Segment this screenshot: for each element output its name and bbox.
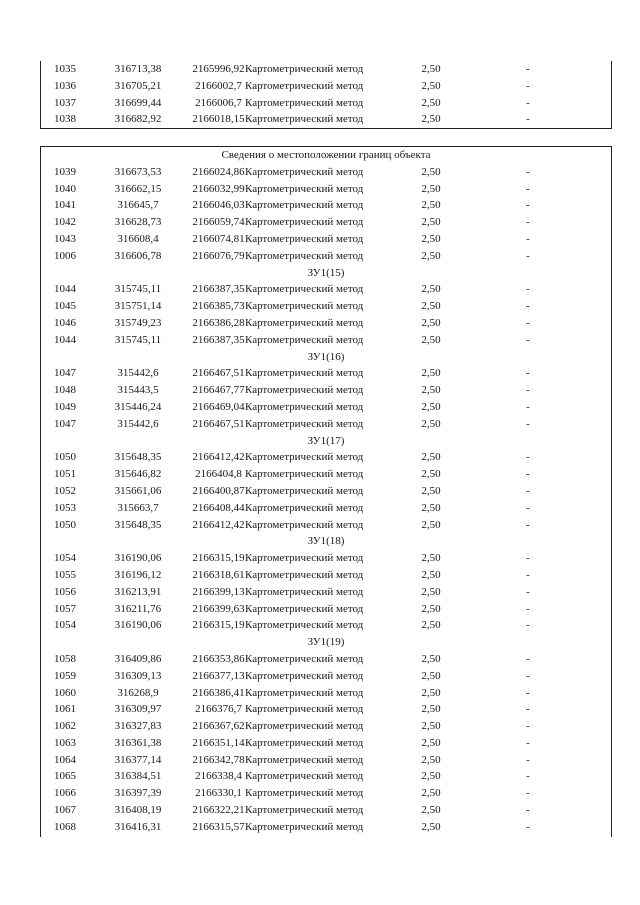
method-cell: Картометрический метод	[245, 484, 364, 497]
method-cell: Картометрический метод	[245, 182, 364, 195]
section-heading: ЗУ1(18)	[307, 535, 345, 548]
accuracy-cell: 2,50	[421, 736, 441, 749]
coord-y-cell: 2166387,35	[192, 333, 245, 346]
method-cell: Картометрический метод	[245, 602, 364, 615]
coord-y-cell: 2166074,81	[192, 232, 245, 245]
coord-y-cell: 2166315,19	[192, 552, 245, 565]
coord-y-cell: 2166377,13	[192, 669, 245, 682]
accuracy-cell: 2,50	[421, 216, 441, 229]
coord-x-cell: 316608,4	[117, 232, 159, 245]
note-cell: -	[526, 720, 530, 733]
table-title: Сведения о местоположении границ объекта	[221, 149, 431, 161]
accuracy-cell: 2,50	[421, 484, 441, 497]
accuracy-cell: 2,50	[421, 400, 441, 413]
coord-x-cell: 315442,6	[117, 367, 159, 380]
method-cell: Картометрический метод	[245, 501, 364, 514]
table-row	[41, 365, 611, 382]
table-row	[41, 231, 611, 248]
accuracy-cell: 2,50	[421, 804, 441, 817]
method-cell: Картометрический метод	[245, 400, 364, 413]
method-cell: Картометрический метод	[245, 787, 364, 800]
method-cell: Картометрический метод	[245, 216, 364, 229]
coord-x-cell: 316606,78	[114, 249, 162, 262]
note-cell: -	[526, 468, 530, 481]
coord-x-cell: 316673,53	[114, 165, 162, 178]
section-heading: ЗУ1(19)	[307, 636, 345, 649]
coord-y-cell: 2166467,77	[192, 384, 245, 397]
table-row	[41, 685, 611, 702]
point-number-cell: 1006	[54, 249, 76, 262]
point-number-cell: 1047	[54, 367, 76, 380]
method-cell: Картометрический метод	[245, 753, 364, 766]
note-cell: -	[526, 501, 530, 514]
method-cell: Картометрический метод	[245, 316, 364, 329]
note-cell: -	[526, 199, 530, 212]
accuracy-cell: 2,50	[421, 568, 441, 581]
point-number-cell: 1061	[54, 703, 76, 716]
coord-y-cell: 2166386,41	[192, 686, 245, 699]
accuracy-cell: 2,50	[421, 249, 441, 262]
table-row	[41, 248, 611, 265]
point-number-cell: 1056	[54, 585, 76, 598]
method-cell: Картометрический метод	[245, 686, 364, 699]
method-cell: Картометрический метод	[245, 703, 364, 716]
accuracy-cell: 2,50	[421, 333, 441, 346]
accuracy-cell: 2,50	[421, 300, 441, 313]
method-cell: Картометрический метод	[245, 300, 364, 313]
coord-x-cell: 316682,92	[114, 113, 162, 126]
coord-x-cell: 315751,14	[114, 300, 162, 313]
table-row	[41, 651, 611, 668]
method-cell: Картометрический метод	[245, 333, 364, 346]
method-cell: Картометрический метод	[245, 820, 364, 833]
table-row	[41, 584, 611, 601]
point-number-cell: 1063	[54, 736, 76, 749]
table-row	[41, 214, 611, 231]
method-cell: Картометрический метод	[245, 417, 364, 430]
accuracy-cell: 2,50	[421, 652, 441, 665]
method-cell: Картометрический метод	[245, 804, 364, 817]
coord-x-cell: 315446,24	[114, 400, 162, 413]
accuracy-cell: 2,50	[421, 686, 441, 699]
coord-x-cell: 316408,19	[114, 804, 162, 817]
point-number-cell: 1039	[54, 165, 76, 178]
table-row	[41, 416, 611, 433]
coord-x-cell: 316190,06	[114, 619, 162, 632]
point-number-cell: 1044	[54, 283, 76, 296]
table-row	[41, 197, 611, 214]
point-number-cell: 1060	[54, 686, 76, 699]
coord-x-cell: 315443,5	[117, 384, 159, 397]
method-cell: Картометрический метод	[245, 232, 364, 245]
accuracy-cell: 2,50	[421, 770, 441, 783]
coord-y-cell: 2166467,51	[192, 367, 245, 380]
coord-y-cell: 2166330,1	[195, 787, 242, 800]
coord-x-cell: 316377,14	[114, 753, 162, 766]
accuracy-cell: 2,50	[421, 787, 441, 800]
coord-y-cell: 2166059,74	[192, 216, 245, 229]
table-row	[41, 332, 611, 349]
method-cell: Картометрический метод	[245, 384, 364, 397]
table-row	[41, 181, 611, 198]
note-cell: -	[526, 484, 530, 497]
coord-y-cell: 2166006,7	[195, 96, 242, 109]
accuracy-cell: 2,50	[421, 182, 441, 195]
table-row	[41, 752, 611, 769]
coord-y-cell: 2166342,78	[192, 753, 245, 766]
coord-x-cell: 316713,38	[114, 63, 162, 75]
method-cell: Картометрический метод	[245, 367, 364, 380]
accuracy-cell: 2,50	[421, 199, 441, 212]
table-row	[41, 718, 611, 735]
coord-y-cell: 2166400,87	[192, 484, 245, 497]
method-cell: Картометрический метод	[245, 451, 364, 464]
section-heading: ЗУ1(16)	[307, 350, 345, 363]
coord-x-cell: 315745,11	[114, 283, 162, 296]
table-row	[41, 802, 611, 819]
coord-y-cell: 2166076,79	[192, 249, 245, 262]
coord-x-cell: 316190,06	[114, 552, 162, 565]
note-cell: -	[526, 703, 530, 716]
method-cell: Картометрический метод	[245, 669, 364, 682]
coord-y-cell: 2166353,86	[192, 652, 245, 665]
coord-y-cell: 2166024,86	[192, 165, 245, 178]
note-cell: -	[526, 669, 530, 682]
coord-y-cell: 2166387,35	[192, 283, 245, 296]
coord-y-cell: 2166385,73	[192, 300, 245, 313]
method-cell: Картометрический метод	[245, 736, 364, 749]
accuracy-cell: 2,50	[421, 417, 441, 430]
point-number-cell: 1036	[54, 79, 76, 92]
note-cell: -	[526, 787, 530, 800]
accuracy-cell: 2,50	[421, 63, 441, 75]
note-cell: -	[526, 79, 530, 92]
coord-y-cell: 2166376,7	[195, 703, 242, 716]
point-number-cell: 1048	[54, 384, 76, 397]
point-number-cell: 1059	[54, 669, 76, 682]
coord-x-cell: 316309,13	[114, 669, 162, 682]
note-cell: -	[526, 216, 530, 229]
coord-y-cell: 2166318,61	[192, 568, 245, 581]
note-cell: -	[526, 585, 530, 598]
table-row	[41, 785, 611, 802]
table-row	[41, 567, 611, 584]
method-cell: Картометрический метод	[245, 619, 364, 632]
table-row	[41, 382, 611, 399]
note-cell: -	[526, 165, 530, 178]
point-number-cell: 1044	[54, 333, 76, 346]
coord-x-cell: 316645,7	[117, 199, 159, 212]
note-cell: -	[526, 619, 530, 632]
coord-y-cell: 2166404,8	[195, 468, 242, 481]
coord-x-cell: 316384,51	[114, 770, 162, 783]
note-cell: -	[526, 232, 530, 245]
point-number-cell: 1055	[54, 568, 76, 581]
point-number-cell: 1042	[54, 216, 76, 229]
point-number-cell: 1043	[54, 232, 76, 245]
coord-y-cell: 2166315,19	[192, 619, 245, 632]
method-cell: Картометрический метод	[245, 63, 364, 75]
coord-y-cell: 2166018,15	[192, 113, 245, 126]
method-cell: Картометрический метод	[245, 518, 364, 531]
point-number-cell: 1050	[54, 518, 76, 531]
point-number-cell: 1062	[54, 720, 76, 733]
coord-x-cell: 315648,35	[114, 451, 162, 464]
note-cell: -	[526, 400, 530, 413]
accuracy-cell: 2,50	[421, 619, 441, 632]
table-row	[41, 701, 611, 718]
coord-x-cell: 315663,7	[117, 501, 159, 514]
point-number-cell: 1064	[54, 753, 76, 766]
table-row	[41, 500, 611, 517]
coord-y-cell: 2166399,13	[192, 585, 245, 598]
coord-y-cell: 2166386,28	[192, 316, 245, 329]
accuracy-cell: 2,50	[421, 585, 441, 598]
coord-y-cell: 2165996,92	[192, 63, 245, 75]
coord-x-cell: 316213,91	[114, 585, 162, 598]
note-cell: -	[526, 417, 530, 430]
coord-y-cell: 2166469,04	[192, 400, 245, 413]
accuracy-cell: 2,50	[421, 552, 441, 565]
table-row	[41, 466, 611, 483]
method-cell: Картометрический метод	[245, 585, 364, 598]
coord-x-cell: 316699,44	[114, 96, 162, 109]
coord-y-cell: 2166032,99	[192, 182, 245, 195]
accuracy-cell: 2,50	[421, 79, 441, 92]
point-number-cell: 1057	[54, 602, 76, 615]
point-number-cell: 1068	[54, 820, 76, 833]
table-row	[41, 111, 611, 128]
point-number-cell: 1049	[54, 400, 76, 413]
table-row	[41, 449, 611, 466]
accuracy-cell: 2,50	[421, 602, 441, 615]
note-cell: -	[526, 182, 530, 195]
accuracy-cell: 2,50	[421, 232, 441, 245]
accuracy-cell: 2,50	[421, 316, 441, 329]
method-cell: Картометрический метод	[245, 652, 364, 665]
method-cell: Картометрический метод	[245, 568, 364, 581]
section-heading: ЗУ1(17)	[307, 434, 345, 447]
table-row	[41, 668, 611, 685]
method-cell: Картометрический метод	[245, 79, 364, 92]
coord-x-cell: 315648,35	[114, 518, 162, 531]
point-number-cell: 1066	[54, 787, 76, 800]
point-number-cell: 1047	[54, 417, 76, 430]
table-row	[41, 61, 611, 78]
accuracy-cell: 2,50	[421, 703, 441, 716]
note-cell: -	[526, 451, 530, 464]
coord-x-cell: 316196,12	[114, 568, 162, 581]
accuracy-cell: 2,50	[421, 165, 441, 178]
table-row	[41, 78, 611, 95]
coord-x-cell: 316397,39	[114, 787, 162, 800]
note-cell: -	[526, 367, 530, 380]
method-cell: Картометрический метод	[245, 468, 364, 481]
coord-x-cell: 316705,21	[114, 79, 162, 92]
note-cell: -	[526, 113, 530, 126]
accuracy-cell: 2,50	[421, 820, 441, 833]
coord-y-cell: 2166046,03	[192, 199, 245, 212]
point-number-cell: 1054	[54, 619, 76, 632]
point-number-cell: 1037	[54, 96, 76, 109]
coord-x-cell: 316361,38	[114, 736, 162, 749]
coord-y-cell: 2166002,7	[195, 79, 242, 92]
point-number-cell: 1035	[54, 63, 76, 75]
coord-y-cell: 2166408,44	[192, 501, 245, 514]
accuracy-cell: 2,50	[421, 669, 441, 682]
coord-x-cell: 316268,9	[117, 686, 159, 699]
note-cell: -	[526, 552, 530, 565]
coord-y-cell: 2166399,63	[192, 602, 245, 615]
section-heading: ЗУ1(15)	[307, 266, 345, 279]
point-number-cell: 1046	[54, 316, 76, 329]
table-row	[41, 315, 611, 332]
accuracy-cell: 2,50	[421, 501, 441, 514]
point-number-cell: 1051	[54, 468, 76, 481]
coord-y-cell: 2166467,51	[192, 417, 245, 430]
table-row	[41, 298, 611, 315]
table-row	[41, 819, 611, 836]
table-row	[41, 281, 611, 298]
coord-x-cell: 316628,73	[114, 216, 162, 229]
coord-x-cell: 316416,31	[114, 820, 162, 833]
method-cell: Картометрический метод	[245, 249, 364, 262]
note-cell: -	[526, 63, 530, 75]
note-cell: -	[526, 686, 530, 699]
method-cell: Картометрический метод	[245, 113, 364, 126]
method-cell: Картометрический метод	[245, 199, 364, 212]
note-cell: -	[526, 96, 530, 109]
method-cell: Картометрический метод	[245, 552, 364, 565]
coordinates-table-part-1	[40, 61, 612, 129]
coordinates-table-part-2	[40, 146, 612, 837]
accuracy-cell: 2,50	[421, 451, 441, 464]
accuracy-cell: 2,50	[421, 96, 441, 109]
coord-y-cell: 2166412,42	[192, 451, 245, 464]
coord-y-cell: 2166351,14	[192, 736, 245, 749]
table-row	[41, 768, 611, 785]
coord-y-cell: 2166367,62	[192, 720, 245, 733]
note-cell: -	[526, 300, 530, 313]
note-cell: -	[526, 753, 530, 766]
method-cell: Картометрический метод	[245, 720, 364, 733]
note-cell: -	[526, 568, 530, 581]
point-number-cell: 1038	[54, 113, 76, 126]
table-row	[41, 164, 611, 181]
point-number-cell: 1054	[54, 552, 76, 565]
accuracy-cell: 2,50	[421, 283, 441, 296]
note-cell: -	[526, 602, 530, 615]
coord-x-cell: 316409,86	[114, 652, 162, 665]
accuracy-cell: 2,50	[421, 113, 441, 126]
coord-y-cell: 2166412,42	[192, 518, 245, 531]
coord-x-cell: 315745,11	[114, 333, 162, 346]
point-number-cell: 1041	[54, 199, 76, 212]
table-row	[41, 735, 611, 752]
point-number-cell: 1067	[54, 804, 76, 817]
accuracy-cell: 2,50	[421, 753, 441, 766]
note-cell: -	[526, 820, 530, 833]
coord-x-cell: 316309,97	[114, 703, 162, 716]
coord-x-cell: 316662,15	[114, 182, 162, 195]
note-cell: -	[526, 283, 530, 296]
coord-x-cell: 315749,23	[114, 316, 162, 329]
note-cell: -	[526, 770, 530, 783]
note-cell: -	[526, 804, 530, 817]
coord-x-cell: 315646,82	[114, 468, 162, 481]
note-cell: -	[526, 384, 530, 397]
note-cell: -	[526, 249, 530, 262]
table-row	[41, 483, 611, 500]
point-number-cell: 1052	[54, 484, 76, 497]
note-cell: -	[526, 736, 530, 749]
table-row	[41, 617, 611, 634]
table-body	[41, 164, 611, 836]
note-cell: -	[526, 316, 530, 329]
method-cell: Картометрический метод	[245, 96, 364, 109]
note-cell: -	[526, 518, 530, 531]
coord-x-cell: 316327,83	[114, 720, 162, 733]
coord-y-cell: 2166315,57	[192, 820, 245, 833]
coord-y-cell: 2166322,21	[192, 804, 245, 817]
coord-x-cell: 315442,6	[117, 417, 159, 430]
point-number-cell: 1050	[54, 451, 76, 464]
point-number-cell: 1053	[54, 501, 76, 514]
accuracy-cell: 2,50	[421, 384, 441, 397]
point-number-cell: 1058	[54, 652, 76, 665]
table-row	[41, 399, 611, 416]
accuracy-cell: 2,50	[421, 367, 441, 380]
accuracy-cell: 2,50	[421, 720, 441, 733]
table-row	[41, 95, 611, 112]
method-cell: Картометрический метод	[245, 770, 364, 783]
table-row	[41, 550, 611, 567]
note-cell: -	[526, 652, 530, 665]
coord-y-cell: 2166338,4	[195, 770, 242, 783]
method-cell: Картометрический метод	[245, 165, 364, 178]
accuracy-cell: 2,50	[421, 468, 441, 481]
accuracy-cell: 2,50	[421, 518, 441, 531]
point-number-cell: 1040	[54, 182, 76, 195]
table-row	[41, 601, 611, 618]
coord-x-cell: 316211,76	[114, 602, 162, 615]
method-cell: Картометрический метод	[245, 283, 364, 296]
point-number-cell: 1045	[54, 300, 76, 313]
coord-x-cell: 315661,06	[114, 484, 162, 497]
note-cell: -	[526, 333, 530, 346]
table-row	[41, 517, 611, 534]
point-number-cell: 1065	[54, 770, 76, 783]
